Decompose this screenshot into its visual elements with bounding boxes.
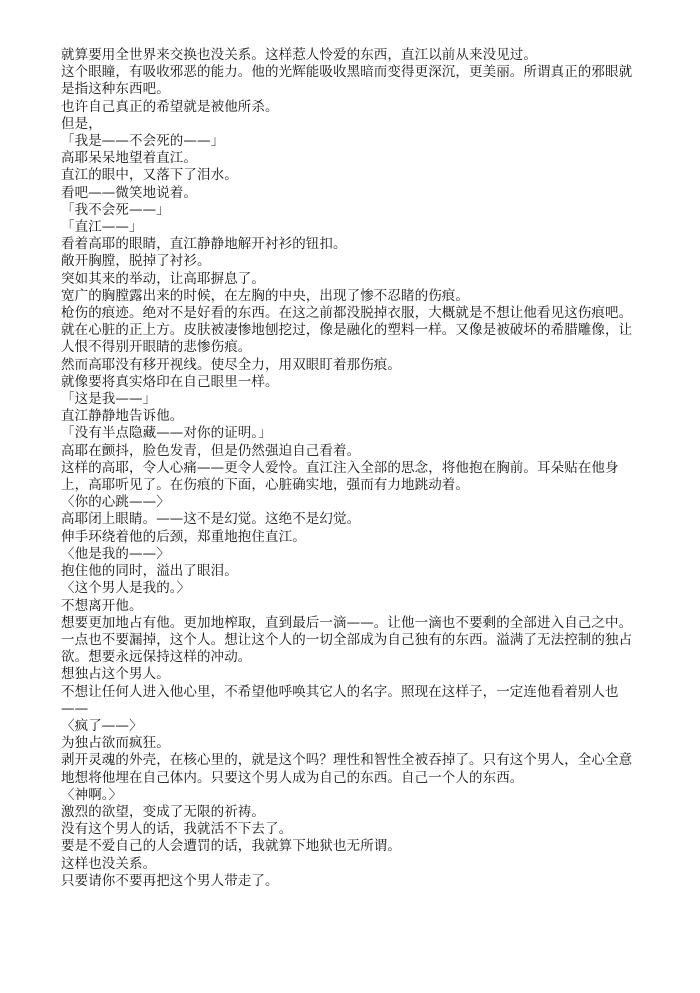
paragraph: 为独占欲而疯狂。	[61, 735, 170, 752]
paragraph: 枪伤的痕迹。绝对不是好看的东西。在这之前都没脱掉衣服，大概就是不想让他看见这伤痕吧。就在心脏的正上方。皮肤被凄惨地刨挖过，像是融化的塑料一样。又像是被破坏的希腊雕像，让人恨不得别开眼睛的悲惨伤痕。	[61, 305, 633, 356]
paragraph: 要是不爱自己的人会遭罚的话，我就算下地狱也无所谓。	[61, 838, 401, 855]
dialogue-line: 「没有半点隐藏——对你的证明。」	[61, 425, 272, 442]
paragraph: 敞开胸膛，脱掉了衬衫。	[61, 253, 211, 270]
dialogue-line: 「我不会死——」	[61, 201, 170, 218]
paragraph: 伸手环绕着他的后颈，郑重地抱住直江。	[61, 528, 306, 545]
paragraph: 这个眼瞳，有吸收邪恶的能力。他的光辉能吸收黑暗而变得更深沉，更美丽。所谓真正的邪眼就是指这种东西吧。	[61, 64, 633, 98]
paragraph: 但是，	[61, 115, 102, 132]
paragraph: 剥开灵魂的外壳，在核心里的，就是这个吗？理性和智性全被吞掉了。只有这个男人，全心全意地想将他埋在自己体内。只要这个男人成为自己的东西。自己一个人的东西。	[61, 752, 633, 786]
paragraph: 高耶闭上眼睛。——这不是幻觉。这绝不是幻觉。	[61, 511, 361, 528]
paragraph: 看吧——微笑地说着。	[61, 184, 197, 201]
paragraph: 突如其来的举动，让高耶摒息了。	[61, 270, 265, 287]
paragraph: 就算要用全世界来交换也没关系。这样惹人怜爱的东西，直江以前从来没见过。	[61, 47, 537, 63]
paragraph: 直江的眼中，又落下了泪水。	[61, 167, 238, 184]
thought-line: 〈他是我的——〉	[61, 545, 170, 562]
dialogue-line: 「这是我——」	[61, 391, 157, 408]
paragraph: 就像要将真实烙印在自己眼里一样。	[61, 373, 279, 390]
paragraph: 高耶在颤抖，脸色发青，但是仍然强迫自己看着。	[61, 442, 361, 459]
dialogue-line: 「直江——」	[61, 219, 143, 236]
paragraph: 这样也没关系。	[61, 855, 157, 872]
thought-line: 〈这个男人是我的。〉	[61, 580, 191, 597]
paragraph: 宽广的胸膛露出来的时候，在左胸的中央，出现了惨不忍睹的伤痕。	[61, 287, 469, 304]
paragraph: 看着高耶的眼睛，直江静静地解开衬衫的钮扣。	[61, 236, 347, 253]
paragraph: 高耶呆呆地望着直江。	[61, 150, 197, 167]
paragraph: 只要请你不要再把这个男人带走了。	[61, 872, 279, 889]
paragraph: 激烈的欲望，变成了无限的祈祷。	[61, 803, 265, 820]
paragraph: 也许自己真正的希望就是被他所杀。	[61, 98, 279, 115]
thought-line: 〈神啊。〉	[61, 786, 123, 803]
document-body	[61, 47, 639, 890]
paragraph: 不想让任何人进入他心里，不希望他呼唤其它人的名字。照现在这样子，一定连他看着别人也——	[61, 683, 619, 717]
paragraph: 然而高耶没有移开视线。使尽全力，用双眼盯着那伤痕。	[61, 356, 401, 373]
paragraph: 没有这个男人的话，我就活不下去了。	[61, 821, 293, 838]
thought-line: 〈疯了——〉	[61, 717, 143, 734]
paragraph: 想独占这个男人。	[61, 666, 170, 683]
paragraph: 直江静静地告诉他。	[61, 408, 184, 425]
paragraph: 不想离开他。	[61, 597, 143, 614]
dialogue-line: 「我是——不会死的——」	[61, 133, 225, 150]
thought-line: 〈你的心跳——〉	[61, 494, 170, 511]
paragraph: 想要更加地占有他。更加地榨取，直到最后一滴——。让他一滴也不要剩的全部进入自己之中。一点也不要漏掉，这个人。想让这个人的一切全部成为自己独有的东西。溢满了无法控制的独占欲。想要永远保持这样的冲动。	[61, 614, 633, 666]
paragraph: 这样的高耶，令人心痛——更令人爱怜。直江注入全部的思念，将他抱在胸前。耳朵贴在他身上，高耶听见了。在伤痕的下面，心脏确实地，强而有力地跳动着。	[61, 459, 619, 494]
paragraph: 抱住他的同时，溢出了眼泪。	[61, 563, 238, 580]
